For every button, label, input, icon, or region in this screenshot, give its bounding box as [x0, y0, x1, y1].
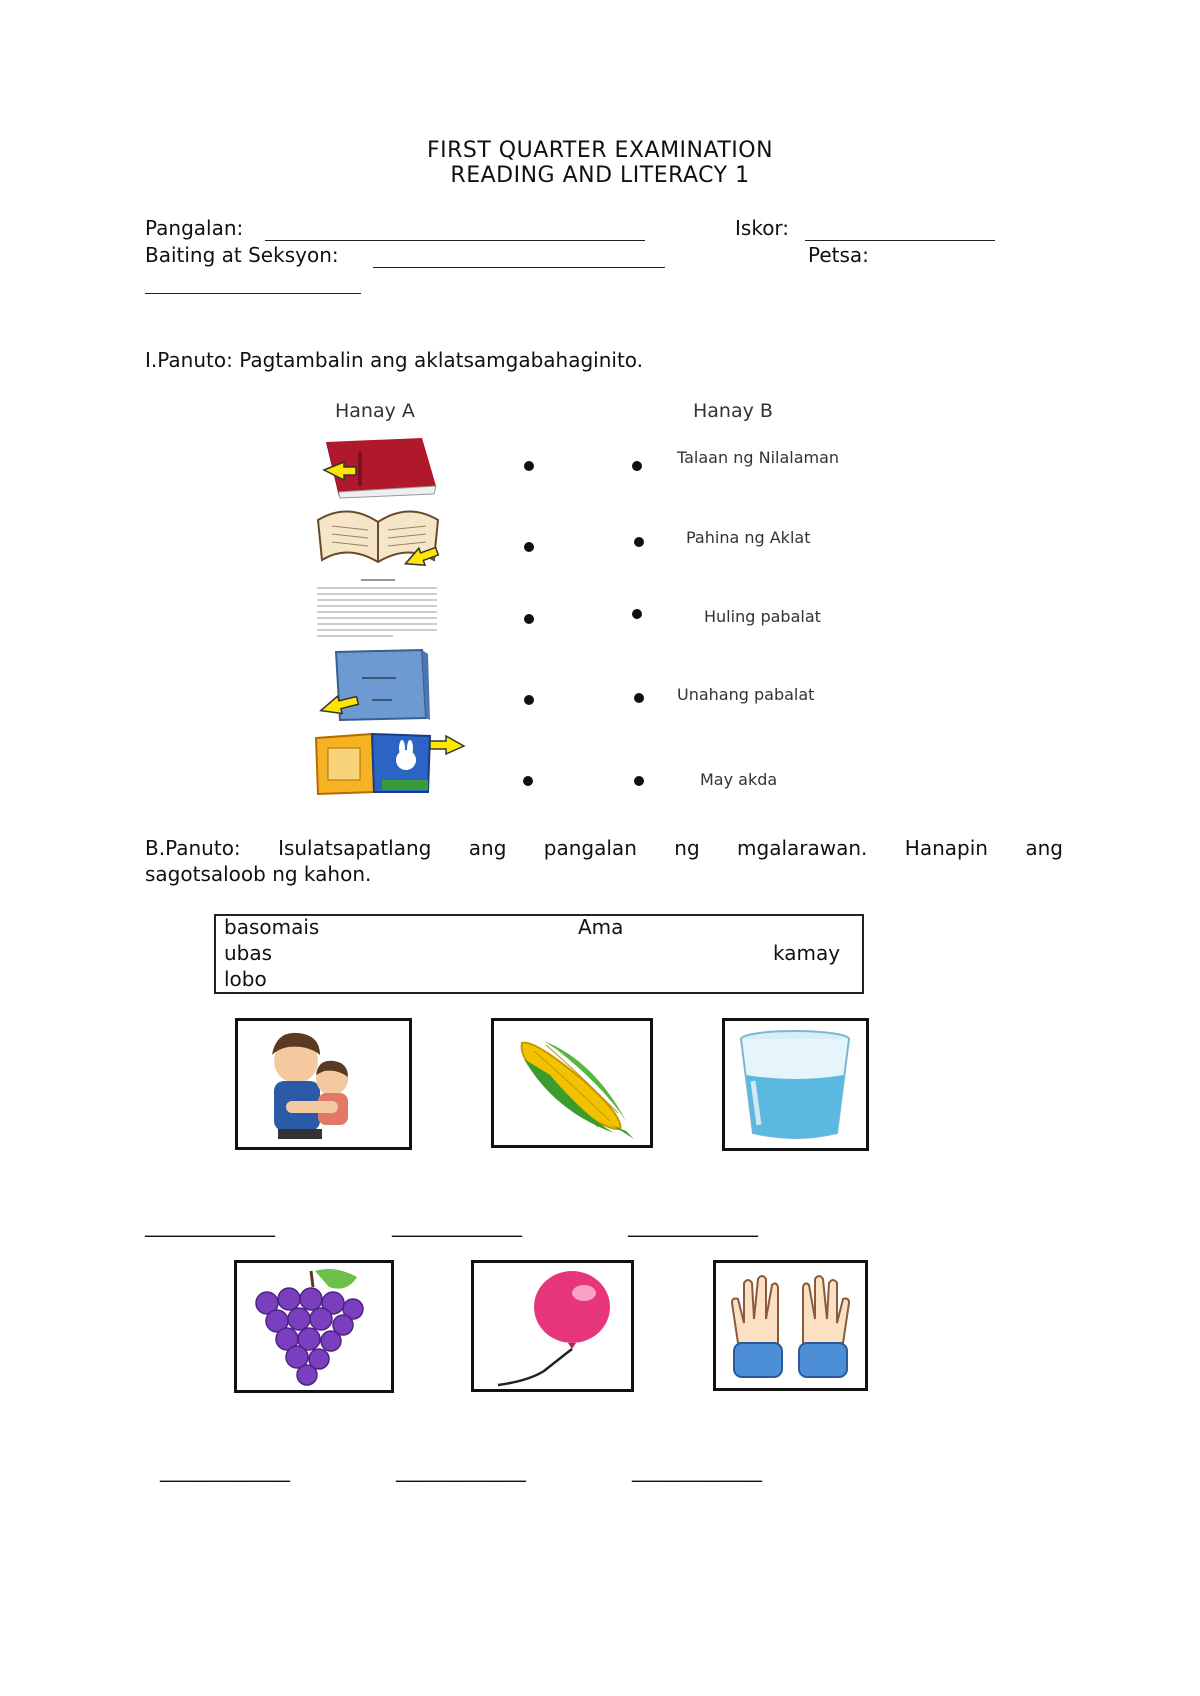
word-lobo: lobo	[224, 967, 267, 991]
answer-line-1[interactable]: _____________	[145, 1213, 275, 1237]
instr-word-4: pangalan	[543, 836, 637, 860]
instr-word-8: ang	[1025, 836, 1063, 860]
storybook-icon	[312, 730, 472, 798]
match-dot-a4[interactable]	[524, 695, 534, 705]
picture-grapes	[234, 1260, 394, 1393]
picture-mother-child	[235, 1018, 412, 1150]
open-book-icon	[308, 500, 448, 572]
table-of-contents-icon	[313, 576, 443, 640]
instr-word-6: mgalarawan.	[737, 836, 868, 860]
match-dot-b1[interactable]	[632, 461, 642, 471]
instr-word-2: Isulatsapatlang	[278, 836, 432, 860]
score-field[interactable]	[805, 240, 995, 241]
match-dot-b2[interactable]	[634, 537, 644, 547]
match-dot-b4[interactable]	[634, 693, 644, 703]
date-field[interactable]	[145, 293, 361, 294]
score-label: Iskor:	[735, 216, 790, 240]
answer-line-3[interactable]: _____________	[628, 1213, 758, 1237]
picture-balloon	[471, 1260, 634, 1392]
picture-hands	[713, 1260, 868, 1391]
part2-instruction-line2: sagotsaloob ng kahon.	[145, 862, 372, 886]
date-label: Petsa:	[808, 243, 869, 267]
column-a-header: Hanay A	[335, 400, 415, 422]
grade-section-label: Baiting at Seksyon:	[145, 243, 339, 267]
column-b-item-2: Pahina ng Aklat	[686, 528, 811, 547]
red-book-icon	[318, 436, 438, 500]
title-line1: FIRST QUARTER EXAMINATION	[426, 138, 774, 163]
match-dot-a3[interactable]	[524, 614, 534, 624]
match-dot-b5[interactable]	[634, 776, 644, 786]
answer-line-6[interactable]: _____________	[632, 1458, 762, 1482]
match-dot-a1[interactable]	[524, 461, 534, 471]
column-b-item-5: May akda	[700, 770, 778, 789]
column-b-item-3: Huling pabalat	[704, 607, 821, 626]
word-kamay: kamay	[773, 941, 841, 965]
answer-line-2[interactable]: _____________	[392, 1213, 522, 1237]
grade-section-field[interactable]	[373, 267, 665, 268]
match-dot-a2[interactable]	[524, 542, 534, 552]
column-b-header: Hanay B	[693, 400, 773, 422]
match-dot-a5[interactable]	[523, 776, 533, 786]
part2-instruction-line1	[145, 836, 1063, 860]
word-ama: Ama	[578, 915, 624, 939]
instr-word-7: Hanapin	[904, 836, 988, 860]
column-b-item-4: Unahang pabalat	[677, 685, 815, 704]
blue-book-icon	[318, 648, 430, 724]
answer-line-4[interactable]: _____________	[160, 1458, 290, 1482]
instr-word-3: ang	[468, 836, 507, 860]
title-line2: READING AND LITERACY 1	[450, 163, 750, 188]
name-label: Pangalan:	[145, 216, 244, 240]
instr-word-1: B.Panuto:	[145, 836, 241, 860]
picture-glass-of-water	[722, 1018, 869, 1151]
part1-instruction: I.Panuto: Pagtambalin ang aklatsamgabahaginito.	[145, 348, 644, 372]
word-basomais: basomais	[224, 915, 320, 939]
column-b-item-1: Talaan ng Nilalaman	[677, 448, 840, 467]
match-dot-b3[interactable]	[632, 609, 642, 619]
instr-word-5: ng	[674, 836, 700, 860]
picture-corn	[491, 1018, 653, 1148]
word-ubas: ubas	[224, 941, 273, 965]
answer-line-5[interactable]: _____________	[396, 1458, 526, 1482]
name-field[interactable]	[265, 240, 645, 241]
